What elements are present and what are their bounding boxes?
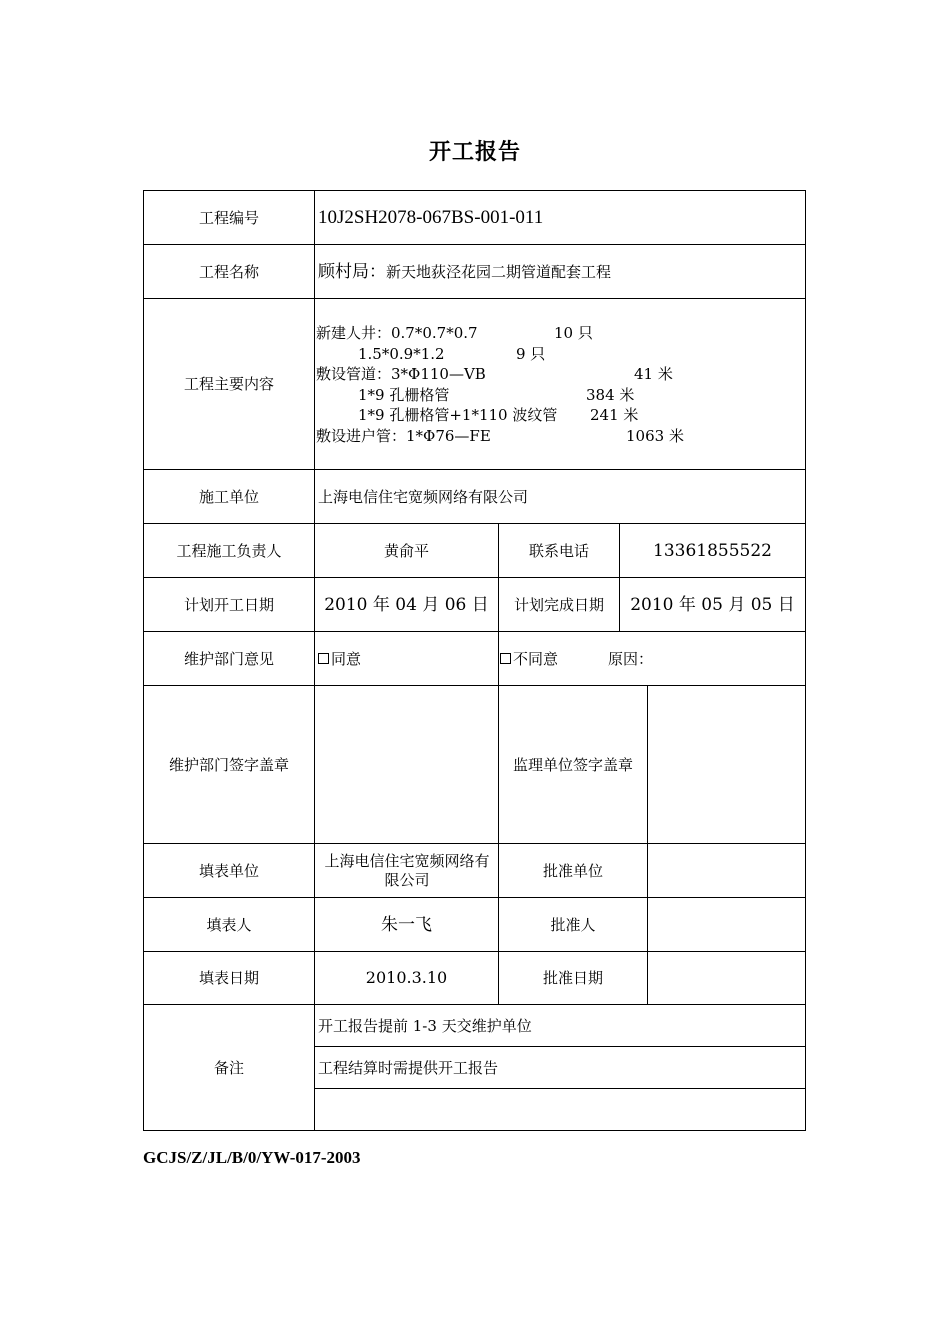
agree-checkbox[interactable]: [318, 653, 329, 664]
content-qty: 241 米: [590, 406, 639, 424]
phone-value: 13361855522: [653, 540, 772, 561]
project-name-label: 工程名称: [198, 262, 259, 281]
main-content-label: 工程主要内容: [183, 375, 274, 393]
maintenance-signature-area[interactable]: [315, 686, 498, 843]
project-no-value: 10J2SH2078-067BS-001-011: [318, 206, 544, 228]
content-qty: 384 米: [586, 385, 635, 404]
remarks-label: 备注: [213, 1058, 244, 1077]
project-no-label: 工程编号: [198, 208, 259, 227]
approve-date-value[interactable]: [648, 952, 805, 1004]
agree-text: 同意: [331, 649, 362, 668]
end-date-label: 计划完成日期: [513, 595, 604, 614]
filler-unit-value: 上海电信住宅宽频网络有限公司: [324, 851, 490, 889]
filler-value: 朱一飞: [381, 914, 432, 935]
content-item: 新建人井：0.7*0.7*0.7: [316, 324, 478, 342]
start-date-label: 计划开工日期: [183, 595, 274, 614]
project-name-prefix: 顾村局：: [318, 261, 386, 282]
approver-label: 批准人: [550, 915, 596, 934]
contractor-label: 施工单位: [198, 487, 259, 506]
page-title: 开工报告: [428, 140, 521, 165]
content-item: 1*9 孔栅格管: [358, 385, 450, 404]
filler-label: 填表人: [206, 915, 252, 934]
reason-label: 原因：: [608, 649, 654, 668]
content-qty: 41 米: [634, 365, 673, 383]
contractor-value: 上海电信住宅宽频网络有限公司: [318, 487, 529, 506]
phone-label: 联系电话: [528, 541, 589, 560]
agree-option[interactable]: [315, 632, 498, 685]
manager-value: 黄俞平: [383, 541, 429, 560]
fill-date-value: 2010.3.10: [365, 968, 448, 987]
document-code: GCJS/Z/JL/B/0/YW-017-2003: [143, 1148, 361, 1167]
start-date-value: 2010 年 04 月 06 日: [324, 594, 489, 615]
approver-value[interactable]: [648, 898, 805, 951]
content-item: 敷设管道：3*Φ110—VB: [316, 365, 486, 383]
remark-line: 工程结算时需提供开工报告: [318, 1058, 499, 1077]
approve-unit-label: 批准单位: [542, 861, 603, 880]
content-qty: 1063 米: [626, 426, 684, 445]
remark-line: [315, 1089, 805, 1130]
filler-unit-label: 填表单位: [198, 861, 259, 880]
disagree-checkbox[interactable]: [500, 653, 511, 664]
supervisor-signature-area[interactable]: [648, 686, 805, 843]
content-item: 1.5*0.9*1.2: [358, 344, 445, 363]
supervisor-signature-label: 监理单位签字盖章: [512, 755, 633, 774]
content-item: 1*9 孔栅格管+1*110 波纹管: [358, 406, 558, 424]
maintenance-signature-label: 维护部门签字盖章: [168, 755, 289, 774]
manager-label: 工程施工负责人: [176, 541, 282, 560]
project-name-value: [315, 245, 805, 298]
content-qty: 9 只: [516, 344, 546, 363]
content-item: 敷设进户管：1*Φ76—FE: [316, 426, 491, 445]
approve-unit-value[interactable]: [648, 844, 805, 897]
end-date-value: 2010 年 05 月 05 日: [630, 594, 795, 615]
opinion-label: 维护部门意见: [183, 649, 274, 668]
remark-line: 开工报告提前 1-3 天交维护单位: [318, 1016, 532, 1035]
approve-date-label: 批准日期: [542, 969, 603, 987]
project-name-text: 新天地荻泾花园二期管道配套工程: [386, 262, 612, 281]
disagree-option[interactable]: [499, 632, 805, 685]
disagree-text: 不同意: [513, 649, 559, 668]
fill-date-label: 填表日期: [198, 969, 259, 987]
content-qty: 10 只: [554, 324, 593, 342]
